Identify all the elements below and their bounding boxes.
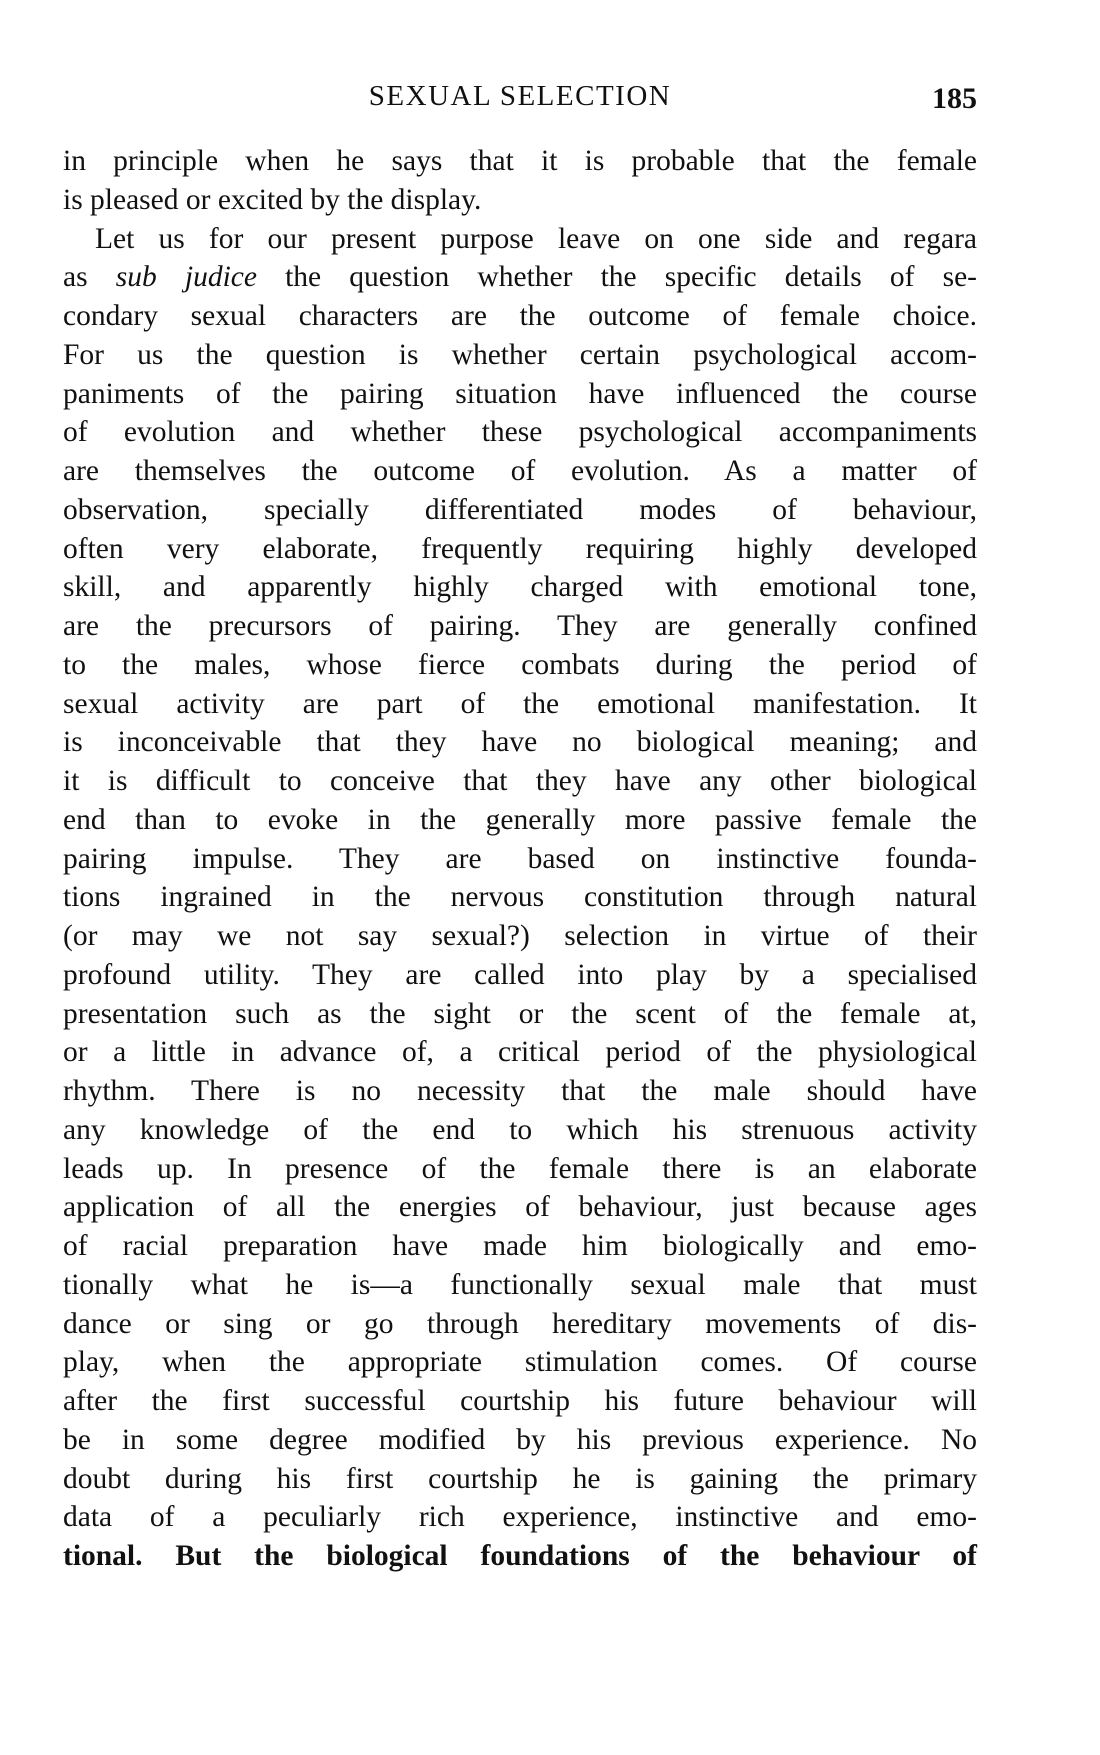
text-line: is inconceivable that they have no biological meaning; and bbox=[63, 726, 977, 759]
text-line: data of a peculiarly rich experience, instinctive and emo- bbox=[63, 1501, 977, 1534]
text-line: For us the question is whether certain psychological accom- bbox=[63, 338, 977, 371]
text-line: or a little in advance of, a critical period of the physiological bbox=[63, 1036, 977, 1069]
body-text bbox=[63, 142, 977, 1576]
text-line: dance or sing or go through hereditary movements of dis- bbox=[63, 1307, 977, 1340]
text-line: to the males, whose fierce combats during the period of bbox=[63, 648, 977, 681]
text-line: tional. But the biological foundations of the behaviour of bbox=[63, 1540, 977, 1572]
text-line: pairing impulse. They are based on instinctive founda- bbox=[63, 842, 977, 875]
text-line: tions ingrained in the nervous constitution through natural bbox=[63, 881, 977, 914]
text-line: tionally what he is—a functionally sexual male that must bbox=[63, 1268, 977, 1301]
text-line: of evolution and whether these psychological accompaniments bbox=[63, 416, 977, 449]
text-line: application of all the energies of behaviour, just because ages bbox=[63, 1191, 977, 1224]
text-line: skill, and apparently highly charged with emotional tone, bbox=[63, 571, 977, 604]
text-line: (or may we not say sexual?) selection in virtue of their bbox=[63, 920, 977, 952]
page-header bbox=[63, 80, 977, 120]
text-line: rhythm. There is no necessity that the male should have bbox=[63, 1075, 977, 1107]
text-line: condary sexual characters are the outcome of female choice. bbox=[63, 300, 977, 332]
running-head: SEXUAL SELECTION bbox=[368, 80, 672, 112]
text-line: it is difficult to conceive that they have any other biological bbox=[63, 765, 977, 797]
text-line: sexual activity are part of the emotional manifestation. It bbox=[63, 687, 977, 720]
page-number: 185 bbox=[932, 82, 977, 115]
text-line: is pleased or excited by the display. bbox=[63, 183, 482, 216]
text-line: play, when the appropriate stimulation comes. Of course bbox=[63, 1346, 977, 1379]
text-line: any knowledge of the end to which his strenuous activity bbox=[63, 1113, 977, 1146]
text-line: leads up. In presence of the female there is an elaborate bbox=[63, 1152, 977, 1185]
text-line: doubt during his first courtship he is gaining the primary bbox=[63, 1462, 977, 1495]
text-line: of racial preparation have made him biologically and emo- bbox=[63, 1230, 977, 1262]
italic-phrase: sub judice bbox=[115, 261, 257, 294]
text-line: after the first successful courtship his future behaviour will bbox=[63, 1385, 977, 1417]
text-line: are the precursors of pairing. They are generally confined bbox=[63, 610, 977, 642]
text-line: end than to evoke in the generally more passive female the bbox=[63, 803, 977, 836]
text-line: presentation such as the sight or the scent of the female at, bbox=[63, 997, 977, 1030]
text-line: Let us for our present purpose leave on one side and regara bbox=[95, 222, 977, 255]
text-line: profound utility. They are called into play by a specialised bbox=[63, 958, 977, 991]
text-line: are themselves the outcome of evolution. As a matter of bbox=[63, 455, 977, 487]
text-line: observation, specially differentiated modes of behaviour, bbox=[63, 493, 977, 526]
text-line: often very elaborate, frequently requiring highly developed bbox=[63, 532, 977, 565]
text-line: paniments of the pairing situation have influenced the course bbox=[63, 377, 977, 410]
text-line: in principle when he says that it is probable that the female bbox=[63, 145, 977, 177]
text-line: be in some degree modified by his previous experience. No bbox=[63, 1423, 977, 1456]
text-line: as sub judice the question whether the specific details of se- bbox=[63, 261, 977, 294]
